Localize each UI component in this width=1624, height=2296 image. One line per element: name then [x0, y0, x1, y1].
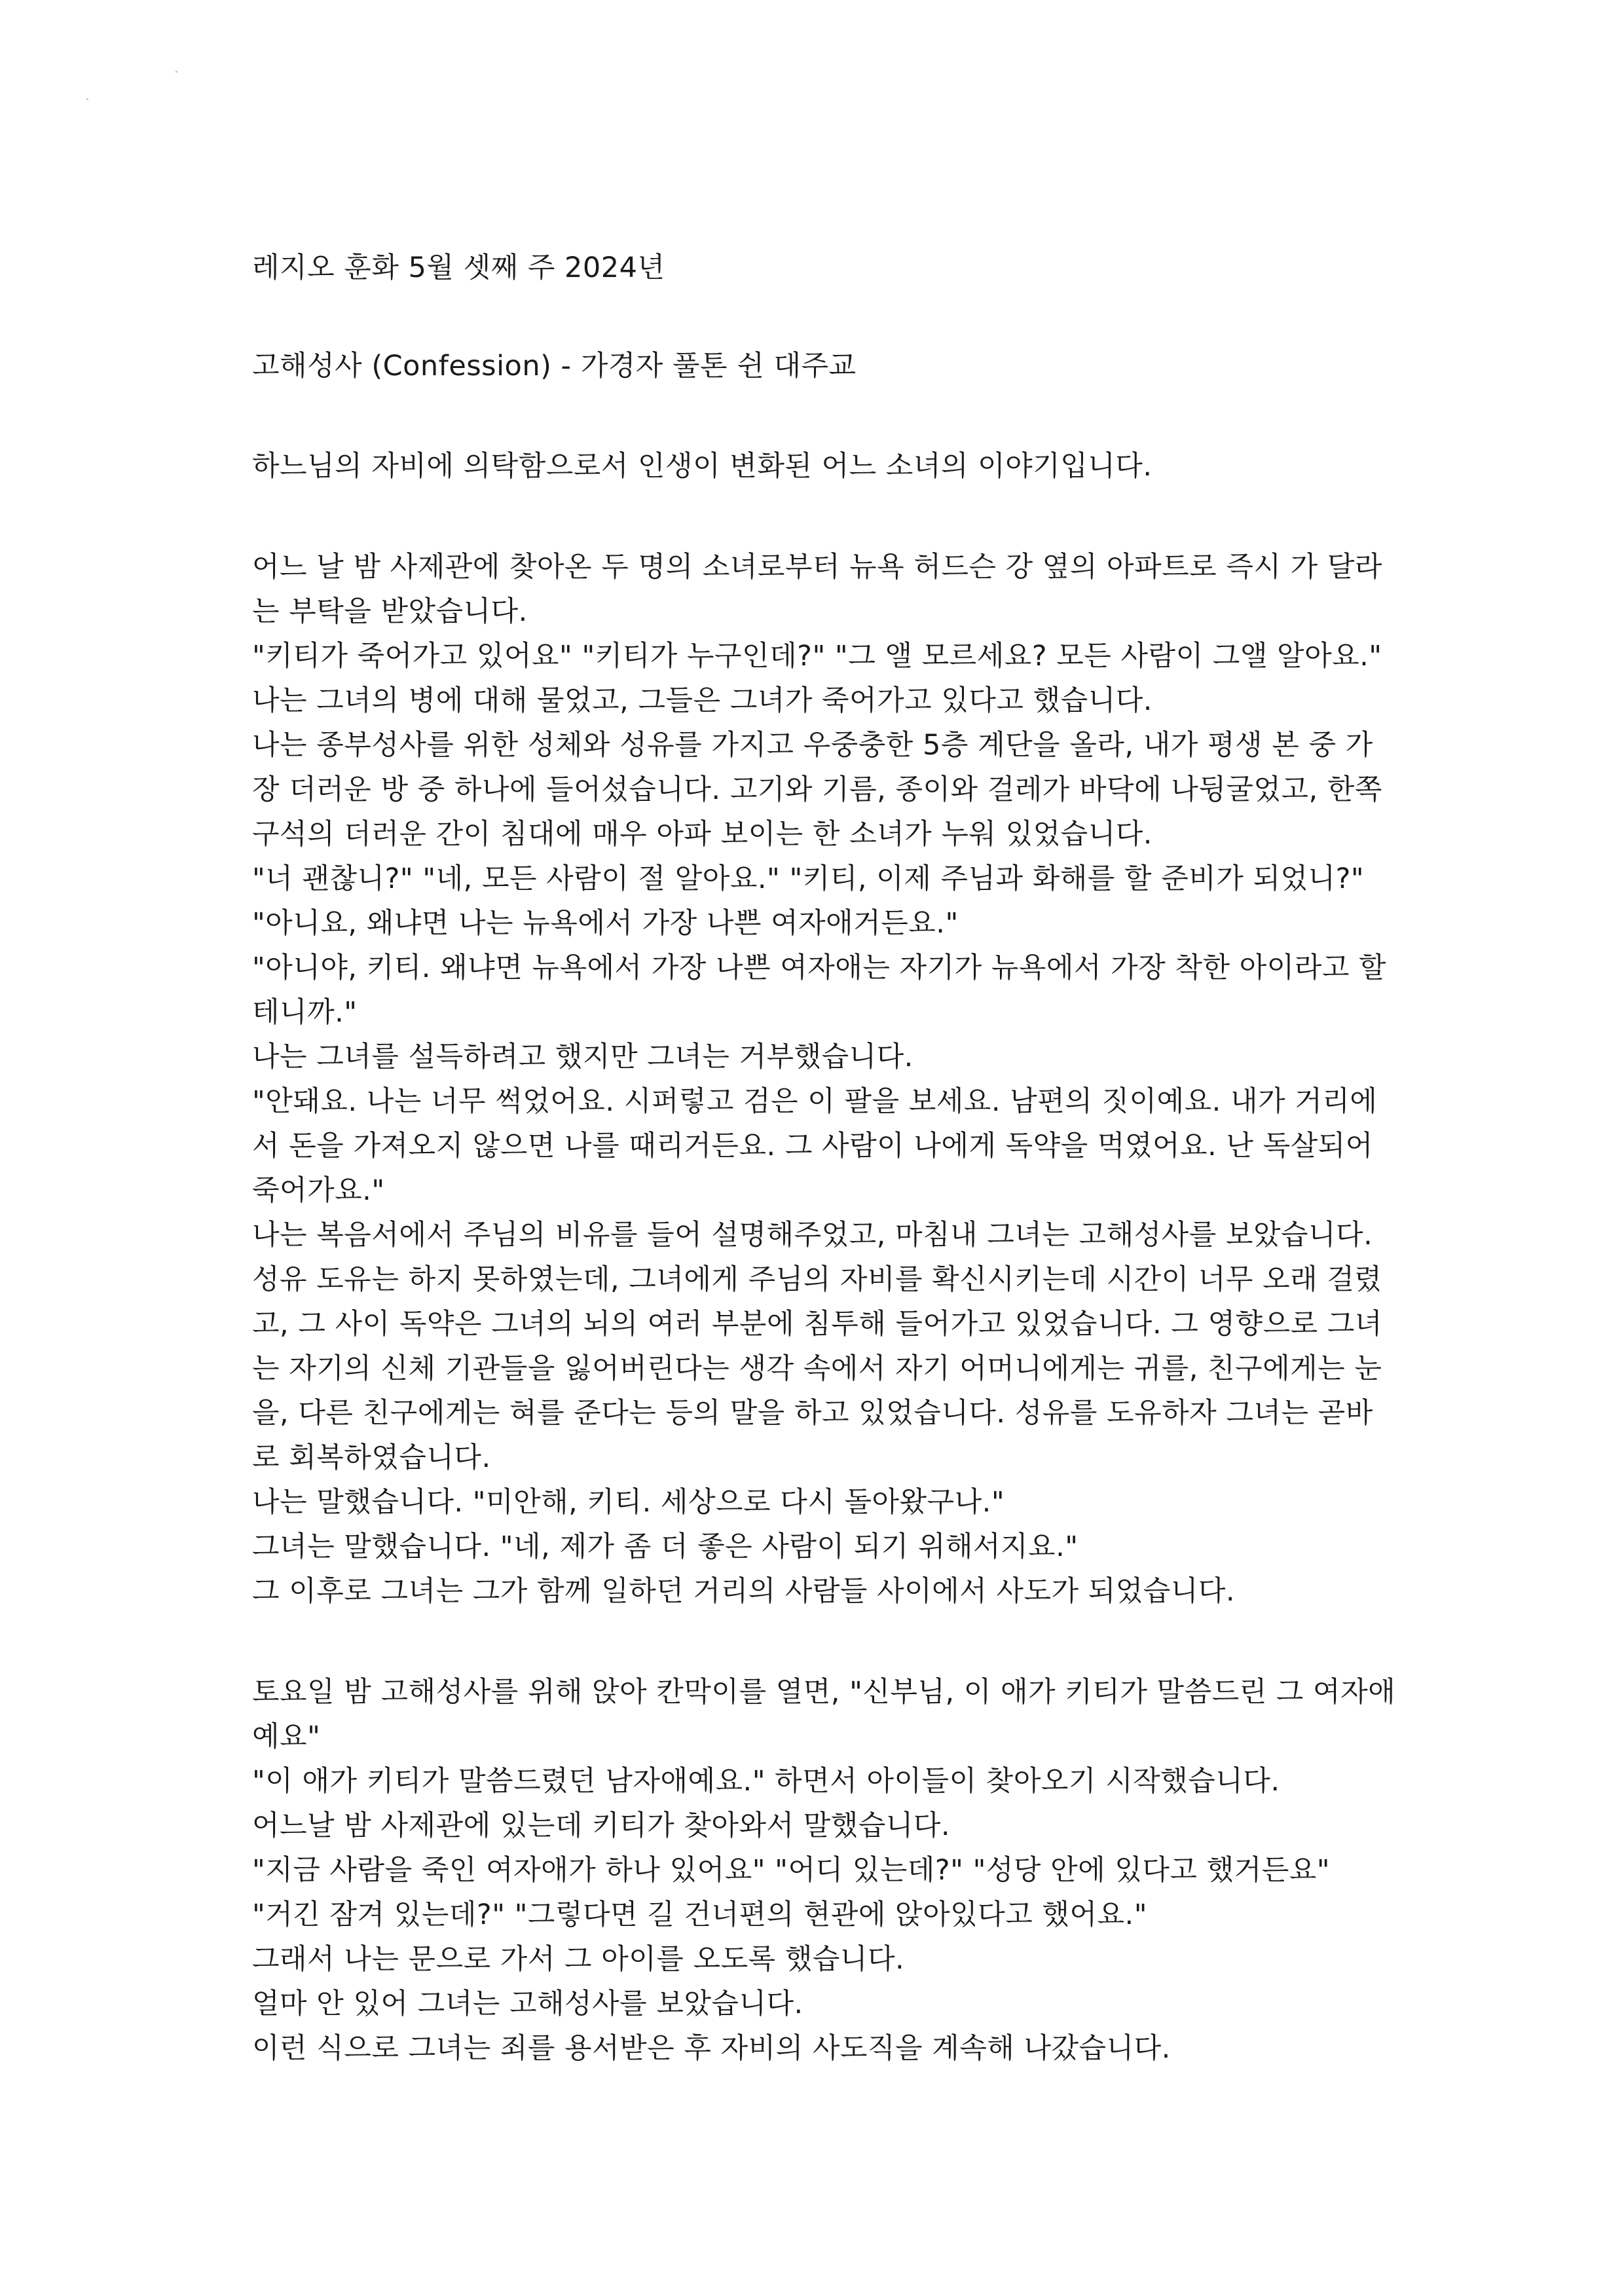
text-line: 죽어가요." — [252, 1174, 385, 1207]
text-line: 어느 날 밤 사제관에 찾아온 두 명의 소녀로부터 뉴욕 허드슨 강 옆의 아파트로 즉시 가 달라 — [252, 551, 1382, 583]
document-title: 레지오 훈화 5월 셋째 주 2024년 — [252, 251, 665, 284]
scan-speck — [86, 98, 88, 100]
text-line: 나는 말했습니다. "미안해, 키티. 세상으로 다시 돌아왔구나." — [252, 1486, 1005, 1519]
text-line: 얼마 안 있어 그녀는 고해성사를 보았습니다. — [252, 1988, 803, 2020]
document-subtitle: 고해성사 (Confession) - 가경자 풀톤 쉰 대주교 — [252, 350, 857, 382]
text-line: 장 더러운 방 중 하나에 들어섰습니다. 고기와 기름, 종이와 걸레가 바닥에 나뒹굴었고, 한쪽 — [252, 773, 1382, 806]
text-line: 나는 그녀의 병에 대해 물었고, 그들은 그녀가 죽어가고 있다고 했습니다. — [252, 684, 1153, 717]
text-line: 구석의 더러운 간이 침대에 매우 아파 보이는 한 소녀가 누워 있었습니다. — [252, 818, 1153, 851]
text-line: 는 부탁을 받았습니다. — [252, 595, 528, 628]
document-intro: 하느님의 자비에 의탁함으로서 인생이 변화된 어느 소녀의 이야기입니다. — [252, 450, 1153, 483]
scan-speck — [175, 71, 177, 73]
text-line: 그녀는 말했습니다. "네, 제가 좀 더 좋은 사람이 되기 위해서지요." — [252, 1530, 1079, 1563]
paragraph-1 — [252, 545, 1431, 1614]
text-line: "거긴 잠겨 있는데?" "그렇다면 길 건너편의 현관에 앉아있다고 했어요." — [252, 1898, 1147, 1931]
document-body — [252, 246, 1431, 2071]
text-line: "지금 사람을 죽인 여자애가 하나 있어요" "어디 있는데?" "성당 안에 있다고 했거든요" — [252, 1854, 1331, 1887]
text-line: 나는 종부성사를 위한 성체와 성유를 가지고 우중충한 5층 계단을 올라, 내가 평생 본 중 가 — [252, 729, 1373, 762]
text-line: "키티가 죽어가고 있어요" "키티가 누구인데?" "그 앨 모르세요? 모든 사람이 그앨 알아요." — [252, 640, 1382, 673]
text-line: 이런 식으로 그녀는 죄를 용서받은 후 자비의 사도직을 계속해 나갔습니다. — [252, 2032, 1171, 2065]
text-line: 는 자기의 신체 기관들을 잃어버린다는 생각 속에서 자기 어머니에게는 귀를, 친구에게는 눈 — [252, 1352, 1382, 1385]
text-line: 성유 도유는 하지 못하였는데, 그녀에게 주님의 자비를 확신시키는데 시간이 너무 오래 걸렸 — [252, 1263, 1382, 1296]
text-line: "아니야, 키티. 왜냐면 뉴욕에서 가장 나쁜 여자애는 자기가 뉴욕에서 가장 착한 아이라고 할 — [252, 952, 1387, 984]
text-line: 로 회복하였습니다. — [252, 1441, 491, 1474]
text-line: 어느날 밤 사제관에 있는데 키티가 찾아와서 말했습니다. — [252, 1809, 951, 1842]
text-line: "안돼요. 나는 너무 썩었어요. 시퍼렇고 검은 이 팔을 보세요. 남편의 짓이예요. 내가 거리에 — [252, 1085, 1378, 1118]
text-line: "아니요, 왜냐면 나는 뉴욕에서 가장 나쁜 여자애거든요." — [252, 907, 959, 940]
text-line: "너 괜찮니?" "네, 모든 사람이 절 알아요." "키티, 이제 주님과 화해를 할 준비가 되었니?" — [252, 862, 1365, 895]
paragraph-2 — [252, 1670, 1431, 2071]
text-line: 나는 복음서에서 주님의 비유를 들어 설명해주었고, 마침내 그녀는 고해성사를 보았습니다. — [252, 1219, 1373, 1251]
text-line: 나는 그녀를 설득하려고 했지만 그녀는 거부했습니다. — [252, 1041, 913, 1073]
text-line: 토요일 밤 고해성사를 위해 앉아 칸막이를 열면, "신부님, 이 애가 키티가 말씀드린 그 여자애 — [252, 1676, 1396, 1709]
text-line: 테니까." — [252, 996, 358, 1029]
text-line: 예요" — [252, 1720, 321, 1753]
text-line: 고, 그 사이 독약은 그녀의 뇌의 여러 부분에 침투해 들어가고 있었습니다. 그 영향으로 그녀 — [252, 1308, 1382, 1341]
text-line: 그 이후로 그녀는 그가 함께 일하던 거리의 사람들 사이에서 사도가 되었습니다. — [252, 1575, 1236, 1608]
text-line: 그래서 나는 문으로 가서 그 아이를 오도록 했습니다. — [252, 1943, 905, 1976]
text-line: 을, 다른 친구에게는 혀를 준다는 등의 말을 하고 있었습니다. 성유를 도유하자 그녀는 곧바 — [252, 1397, 1373, 1430]
text-line: 서 돈을 가져오지 않으면 나를 때리거든요. 그 사람이 나에게 독약을 먹였어요. 난 독살되어 — [252, 1130, 1373, 1162]
text-line: "이 애가 키티가 말씀드렸던 남자애예요." 하면서 아이들이 찾아오기 시작했습니다. — [252, 1765, 1280, 1798]
